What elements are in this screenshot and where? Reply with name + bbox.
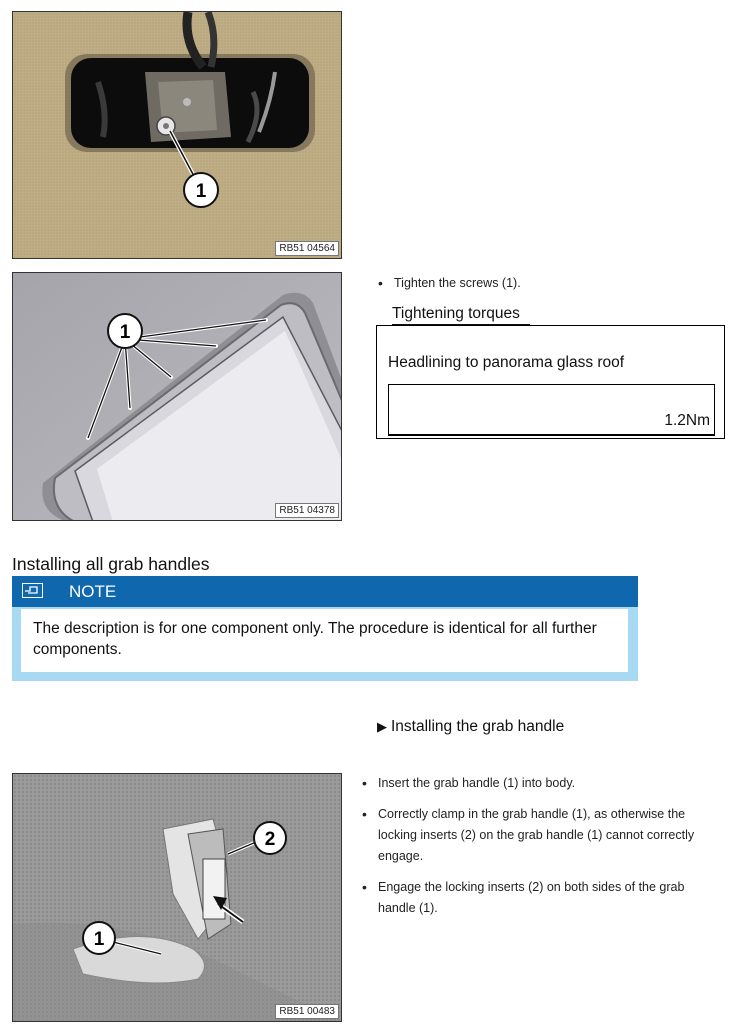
torque-table <box>376 325 725 439</box>
callout-2-label: 2 <box>264 829 276 850</box>
note-text: The description is for one component only. The procedure is identical for all further components. <box>21 609 628 672</box>
torque-value: 1.2Nm <box>664 412 710 429</box>
figure-grab-handle <box>12 773 342 1022</box>
figure-label: RB51 04378 <box>275 503 339 518</box>
note-title: NOTE <box>69 582 117 601</box>
figure-label: RB51 00483 <box>275 1004 339 1019</box>
play-triangle-icon: ▶ <box>377 719 387 734</box>
note-header <box>12 576 638 607</box>
note-box <box>12 576 638 681</box>
figure-headlining-opening <box>12 11 342 259</box>
callout-1-label: 1 <box>195 181 207 202</box>
callout-1-label: 1 <box>93 929 105 950</box>
list-item: • Correctly clamp in the grab handle (1), as otherwise the locking inserts (2) on the grab handle (1) cannot correctly engage. <box>360 804 705 867</box>
list-item: • Tighten the screws (1). <box>376 273 716 294</box>
list-item: • Engage the locking inserts (2) on both sides of the grab handle (1). <box>360 877 705 919</box>
procedure-title-text: Installing the grab handle <box>391 718 565 735</box>
note-hand-icon <box>22 583 43 598</box>
screw-instructions <box>376 273 716 304</box>
list-item: • Insert the grab handle (1) into body. <box>360 773 705 794</box>
torque-title: Tightening torques <box>392 305 530 325</box>
section-heading: Installing all grab handles <box>12 554 210 574</box>
figure-label: RB51 04564 <box>275 241 339 256</box>
headlining-opening-illustration <box>13 12 342 259</box>
grab-handle-instructions <box>360 773 705 929</box>
procedure-title <box>377 718 564 736</box>
figure-panorama-roof <box>12 272 342 521</box>
torque-value-cell <box>388 384 715 436</box>
panorama-roof-illustration <box>13 273 342 521</box>
torque-item: Headlining to panorama glass roof <box>388 354 625 371</box>
grab-handle-illustration <box>13 774 342 1022</box>
callout-1-label: 1 <box>119 322 131 343</box>
